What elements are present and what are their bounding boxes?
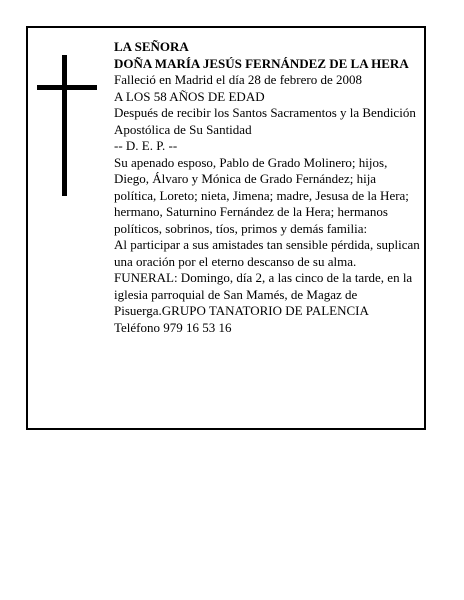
age-line: A LOS 58 AÑOS DE EDAD (114, 88, 265, 104)
rip-line: -- D. E. P. -- (114, 138, 178, 153)
cross-vertical-bar (62, 55, 67, 196)
deceased-name: DOÑA MARÍA JESÚS FERNÁNDEZ DE LA HERA (114, 55, 409, 71)
obituary-text (114, 39, 420, 336)
cross-horizontal-bar (37, 85, 97, 90)
funeral-paragraph: FUNERAL: Domingo, día 2, a las cinco de la tarde, en la iglesia parroquial de San Mamés, de Magaz de Pisuerga.GRUPO TANATORIO DE PALENCIA (114, 270, 413, 318)
request-paragraph: Al participar a sus amistades tan sensible pérdida, suplican una oración por el eterno descanso de su alma. (114, 237, 420, 269)
heading: LA SEÑORA (114, 39, 189, 54)
sacraments-line: Después de recibir los Santos Sacramentos y la Bendición Apostólica de Su Santidad (114, 105, 416, 137)
death-line: Falleció en Madrid el día 28 de febrero de 2008 (114, 72, 362, 87)
family-paragraph: Su apenado esposo, Pablo de Grado Molinero; hijos, Diego, Álvaro y Mónica de Grado Fernández; hija política, Loreto; nieta, Jimena; madre, Jesusa de la Hera; hermano, Saturnino Fernández de la Hera; hermanos políticos, sobrinos, tíos, primos y demás familia: (114, 154, 409, 236)
phone-line: Teléfono 979 16 53 16 (114, 319, 232, 335)
